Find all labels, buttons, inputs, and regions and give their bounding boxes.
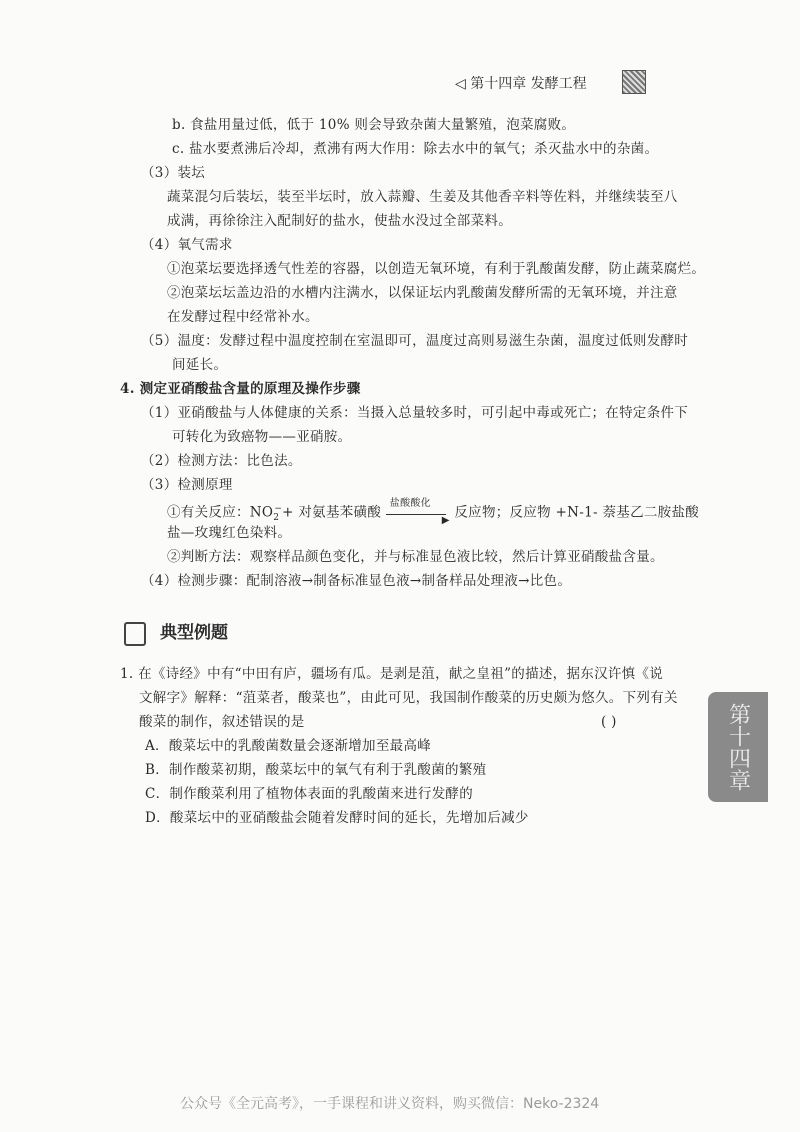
subheading: （3）检测原理 [141,477,233,493]
answer-bracket: ( ) [601,714,617,730]
chapter-side-tab: 第十四章 [708,692,768,802]
reaction-sup: − [274,504,283,514]
arrow-label: 盐酸酸化 [389,498,431,509]
text-line: （5）温度：发酵过程中温度控制在室温即可，温度过高则易滋生杂菌，温度过低则发酵时 [141,333,689,349]
option-a: A．酸菜坛中的乳酸菌数量会逐渐增加至最高峰 [145,738,432,754]
text-line: 盐—玫瑰红色染料。 [167,525,292,541]
text-line: ②判断方法：观察样品颜色变化，并与标准显色液比较，然后计算亚硝酸盐含量。 [167,549,664,565]
text-line: b. 食盐用量过低，低于 10% 则会导致杂菌大量繁殖，泡菜腐败。 [172,117,576,133]
section-title: 典型例题 [160,623,228,643]
text-line: 蔬菜混匀后装坛，装至半坛时，放入蒜瓣、生姜及其他香辛料等佐料，并继续装至八 [167,189,678,205]
chapter-header: ◁ 第十四章 发酵工程 [455,76,587,92]
text-line: 在发酵过程中经常补水。 [167,309,319,325]
document-icon [124,622,146,646]
text-line: 可转化为致癌物——亚硝胺。 [172,429,352,445]
question-line: 1. 在《诗经》中有“中田有庐，疆场有瓜。是剥是菹，献之皇祖”的描述，据东汉许慎《说 [120,666,664,682]
option-d: D．酸菜坛中的亚硝酸盐会随着发酵时间的延长，先增加后减少 [145,810,529,826]
reaction-suffix: 反应物；反应物 +N-1- 萘基乙二胺盐酸 [454,504,700,521]
arrow-line [386,514,446,515]
question-line: 文解字》解释：“菹菜者，酸菜也”，由此可见，我国制作酸菜的历史颇为悠久。下列有关 [139,690,678,706]
text-line: ①泡菜坛要选择透气性差的容器，以创造无氧环境，有利于乳酸菌发酵，防止蔬菜腐烂。 [167,261,706,277]
qr-code-icon [622,70,646,94]
text-line: （4）检测步骤：配制溶液→制备标准显色液→制备样品处理液→比色。 [141,573,572,589]
footer-watermark: 公众号《全元高考》，一手课程和讲义资料，购买微信：Neko-2324 [180,1096,600,1112]
section-heading: 4. 测定亚硝酸盐含量的原理及操作步骤 [120,381,361,397]
reaction-arrow [386,498,450,526]
question-line: 酸菜的制作，叙述错误的是 [139,714,305,730]
subheading: （3）装坛 [141,165,206,181]
reaction-prefix: ①有关反应：NO [167,504,274,521]
text-line: （1）亚硝酸盐与人体健康的关系：当摄入总量较多时，可引起中毒或死亡；在特定条件下 [141,405,689,421]
option-b: B．制作酸菜初期，酸菜坛中的氧气有利于乳酸菌的繁殖 [145,762,487,778]
arrow-head-icon: ▶ [441,515,450,526]
subheading: （4）氧气需求 [141,237,233,253]
text-line: （2）检测方法：比色法。 [141,453,302,469]
option-c: C．制作酸菜利用了植物体表面的乳酸菌来进行发酵的 [145,786,474,802]
text-line: ②泡菜坛坛盖边沿的水槽内注满水，以保证坛内乳酸菌发酵所需的无氧环境，并注意 [167,285,678,301]
text-line: c. 盐水要煮沸后冷却，煮沸有两大作用：除去水中的氧气；杀灭盐水中的杂菌。 [172,141,659,157]
reaction-middle: + 对氨基苯磺酸 [282,504,382,521]
text-line: 间延长。 [172,357,228,373]
text-line: 成满，再徐徐注入配制好的盐水，使盐水没过全部菜料。 [167,213,512,229]
reaction-sub: 2 [273,513,280,524]
